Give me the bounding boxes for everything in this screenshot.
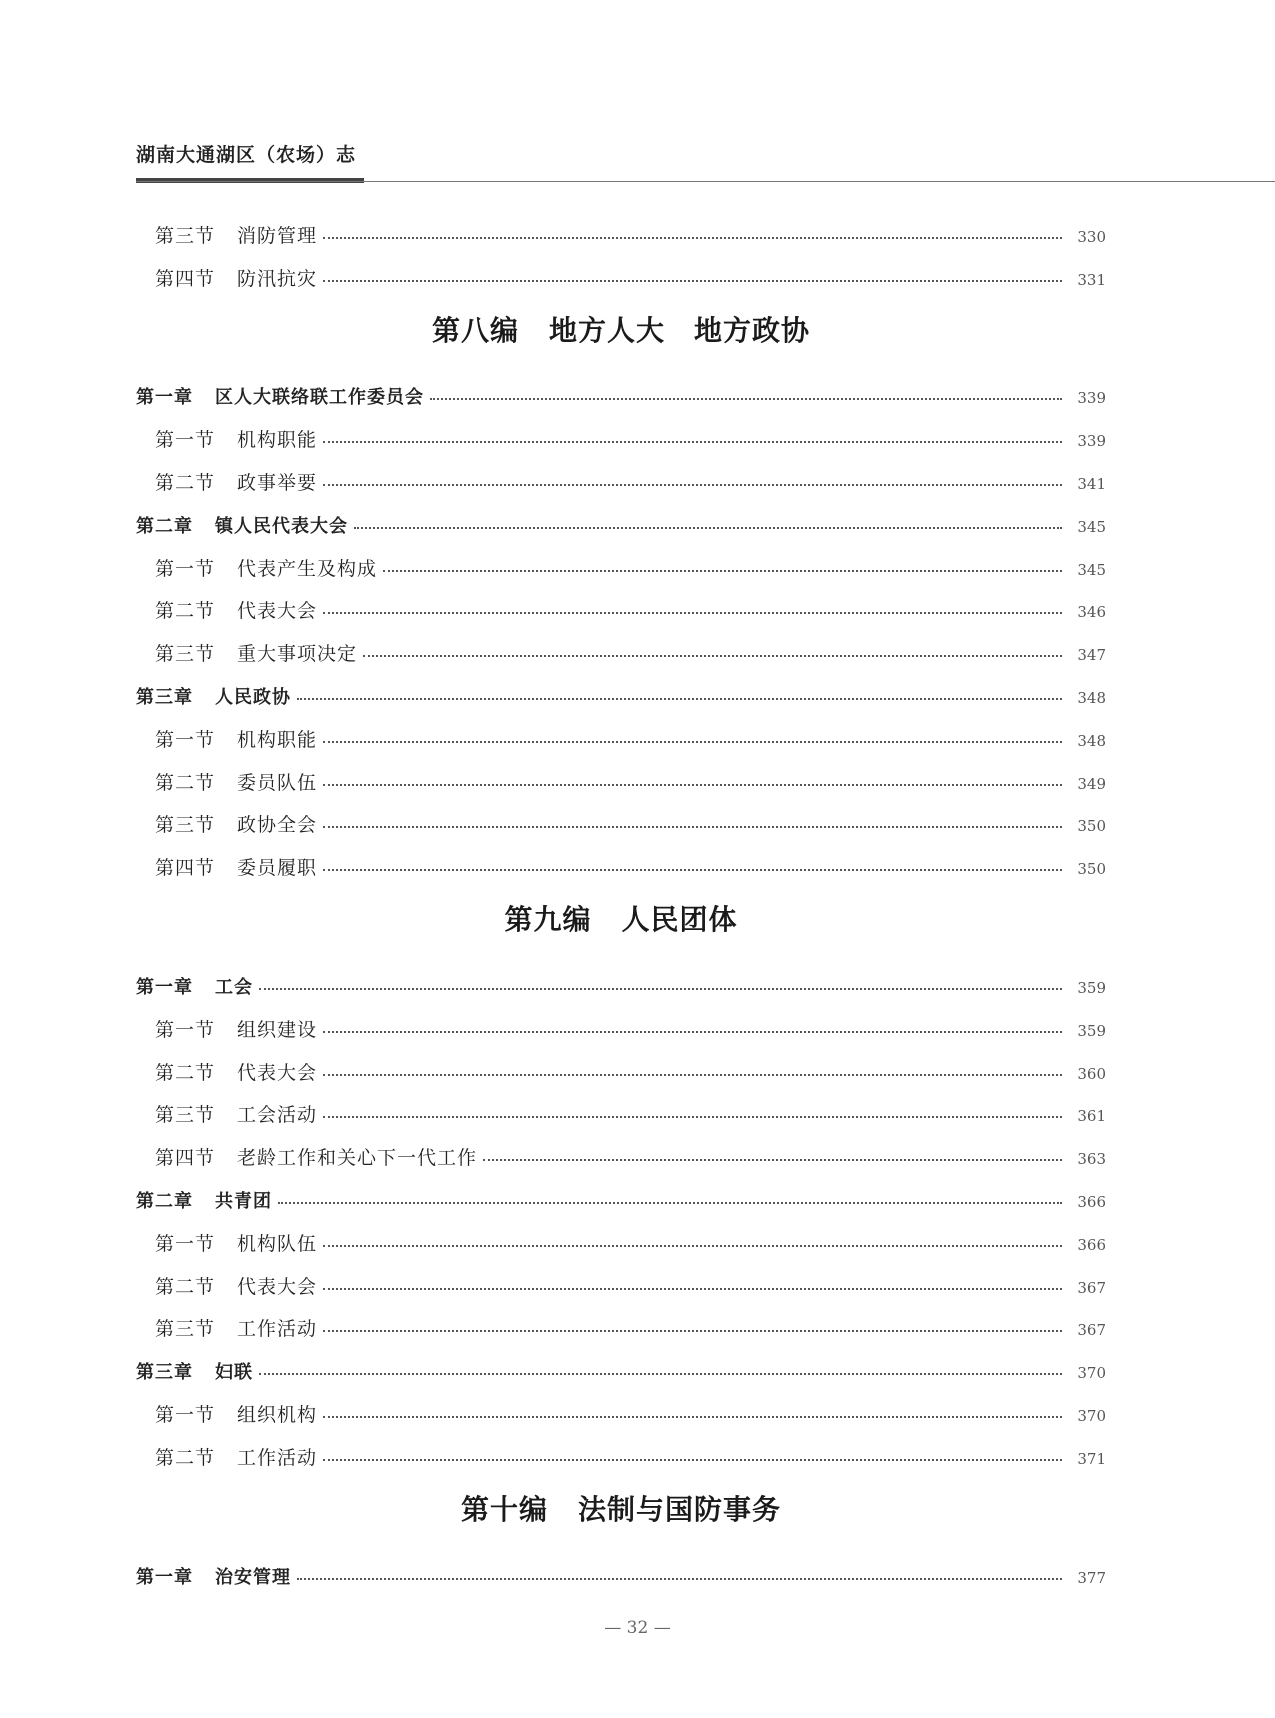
entry-title: 消防管理 bbox=[237, 224, 318, 247]
toc-chapter-entry[interactable] bbox=[136, 367, 1106, 410]
table-of-contents bbox=[136, 205, 1106, 1589]
part-number: 第九编 bbox=[504, 903, 592, 937]
entry-number: 第一节 bbox=[155, 429, 216, 452]
toc-section-entry[interactable] bbox=[136, 538, 1106, 581]
dot-leader bbox=[323, 784, 1062, 786]
dot-leader bbox=[483, 1159, 1062, 1161]
entry-page-number: 367 bbox=[1077, 1321, 1106, 1340]
entry-page-number: 339 bbox=[1077, 389, 1106, 408]
entry-title: 委员队伍 bbox=[237, 771, 318, 794]
entry-page-number: 371 bbox=[1077, 1449, 1106, 1468]
toc-section-entry[interactable] bbox=[136, 999, 1106, 1042]
toc-section-entry[interactable] bbox=[136, 752, 1106, 795]
entry-number: 第一节 bbox=[155, 1018, 216, 1041]
toc-section-entry[interactable] bbox=[136, 1384, 1106, 1427]
header-rule-thin bbox=[136, 181, 1275, 182]
part-title: 地方人大 地方政协 bbox=[549, 313, 811, 347]
entry-title: 机构职能 bbox=[237, 429, 318, 452]
toc-chapter-entry[interactable] bbox=[136, 1341, 1106, 1384]
entry-title: 机构职能 bbox=[237, 728, 318, 751]
toc-section-entry[interactable] bbox=[136, 1427, 1106, 1470]
toc-section-entry[interactable] bbox=[136, 205, 1106, 248]
entry-title: 区人大联络联工作委员会 bbox=[215, 387, 424, 409]
toc-section-entry[interactable] bbox=[136, 1085, 1106, 1128]
entry-number: 第二节 bbox=[155, 1275, 216, 1298]
entry-number: 第三章 bbox=[136, 686, 193, 708]
part-number: 第十编 bbox=[460, 1492, 548, 1526]
toc-section-entry[interactable] bbox=[136, 1127, 1106, 1170]
entry-number: 第四节 bbox=[155, 857, 216, 880]
entry-number: 第三节 bbox=[155, 1104, 216, 1127]
dot-leader bbox=[323, 1459, 1062, 1461]
dot-leader bbox=[323, 1116, 1062, 1118]
entry-number: 第二节 bbox=[155, 1446, 216, 1469]
entry-page-number: 363 bbox=[1077, 1150, 1106, 1169]
entry-page-number: 360 bbox=[1077, 1064, 1106, 1083]
dot-leader bbox=[259, 988, 1062, 990]
entry-page-number: 370 bbox=[1077, 1364, 1106, 1383]
entry-number: 第三章 bbox=[136, 1362, 193, 1384]
entry-number: 第三节 bbox=[155, 814, 216, 837]
dot-leader bbox=[323, 280, 1062, 282]
entry-number: 第二章 bbox=[136, 1190, 193, 1212]
entry-page-number: 347 bbox=[1077, 646, 1106, 665]
entry-page-number: 339 bbox=[1077, 432, 1106, 451]
dot-leader bbox=[430, 398, 1062, 400]
toc-section-entry[interactable] bbox=[136, 452, 1106, 495]
entry-title: 共青团 bbox=[215, 1190, 272, 1212]
entry-page-number: 361 bbox=[1077, 1107, 1106, 1126]
running-head-title: 湖南大通湖区（农场）志 bbox=[136, 144, 357, 166]
dot-leader bbox=[354, 527, 1062, 529]
entry-title: 代表大会 bbox=[237, 1061, 318, 1084]
entry-number: 第二节 bbox=[155, 771, 216, 794]
entry-page-number: 367 bbox=[1077, 1278, 1106, 1297]
toc-section-entry[interactable] bbox=[136, 1299, 1106, 1342]
entry-number: 第二节 bbox=[155, 1061, 216, 1084]
entry-page-number: 350 bbox=[1077, 860, 1106, 879]
toc-section-entry[interactable] bbox=[136, 1256, 1106, 1299]
toc-chapter-entry[interactable] bbox=[136, 495, 1106, 538]
part-heading bbox=[136, 291, 1106, 367]
entry-number: 第一章 bbox=[136, 387, 193, 409]
entry-title: 工作活动 bbox=[237, 1446, 318, 1469]
part-heading bbox=[136, 1470, 1106, 1546]
entry-number: 第二节 bbox=[155, 471, 216, 494]
entry-number: 第三节 bbox=[155, 224, 216, 247]
entry-page-number: 366 bbox=[1077, 1235, 1106, 1254]
entry-page-number: 366 bbox=[1077, 1192, 1106, 1211]
entry-page-number: 341 bbox=[1077, 474, 1106, 493]
entry-page-number: 359 bbox=[1077, 978, 1106, 997]
entry-number: 第四节 bbox=[155, 1147, 216, 1170]
toc-section-entry[interactable] bbox=[136, 581, 1106, 624]
toc-chapter-entry[interactable] bbox=[136, 956, 1106, 999]
entry-title: 工会 bbox=[215, 976, 253, 998]
toc-section-entry[interactable] bbox=[136, 248, 1106, 291]
entry-title: 委员履职 bbox=[237, 857, 318, 880]
toc-chapter-entry[interactable] bbox=[136, 1546, 1106, 1589]
entry-page-number: 346 bbox=[1077, 603, 1106, 622]
entry-number: 第一节 bbox=[155, 728, 216, 751]
entry-title: 政事举要 bbox=[237, 471, 318, 494]
entry-number: 第三节 bbox=[155, 1318, 216, 1341]
entry-title: 治安管理 bbox=[215, 1566, 291, 1588]
entry-title: 人民政协 bbox=[215, 686, 291, 708]
entry-title: 代表大会 bbox=[237, 1275, 318, 1298]
entry-title: 代表大会 bbox=[237, 600, 318, 623]
entry-title: 老龄工作和关心下一代工作 bbox=[237, 1147, 478, 1170]
dot-leader bbox=[383, 570, 1062, 572]
entry-title: 机构队伍 bbox=[237, 1232, 318, 1255]
entry-page-number: 345 bbox=[1077, 560, 1106, 579]
entry-number: 第一章 bbox=[136, 1566, 193, 1588]
toc-section-entry[interactable] bbox=[136, 1213, 1106, 1256]
entry-number: 第一节 bbox=[155, 1232, 216, 1255]
dot-leader bbox=[323, 237, 1062, 239]
entry-number: 第三节 bbox=[155, 643, 216, 666]
dot-leader bbox=[297, 698, 1062, 700]
entry-title: 组织机构 bbox=[237, 1403, 318, 1426]
entry-page-number: 350 bbox=[1077, 817, 1106, 836]
dot-leader bbox=[323, 826, 1062, 828]
dot-leader bbox=[323, 1416, 1062, 1418]
toc-section-entry[interactable] bbox=[136, 709, 1106, 752]
entry-number: 第一章 bbox=[136, 976, 193, 998]
dot-leader bbox=[323, 441, 1062, 443]
entry-title: 妇联 bbox=[215, 1362, 253, 1384]
toc-chapter-entry[interactable] bbox=[136, 666, 1106, 709]
dot-leader bbox=[323, 1031, 1062, 1033]
dot-leader bbox=[323, 1074, 1062, 1076]
entry-number: 第一节 bbox=[155, 557, 216, 580]
entry-page-number: 370 bbox=[1077, 1406, 1106, 1425]
entry-title: 组织建设 bbox=[237, 1018, 318, 1041]
entry-title: 政协全会 bbox=[237, 814, 318, 837]
entry-page-number: 348 bbox=[1077, 731, 1106, 750]
entry-page-number: 331 bbox=[1077, 270, 1106, 289]
part-heading bbox=[136, 880, 1106, 956]
dot-leader bbox=[323, 1330, 1062, 1332]
dot-leader bbox=[363, 655, 1062, 657]
entry-number: 第一节 bbox=[155, 1403, 216, 1426]
dot-leader bbox=[278, 1202, 1062, 1204]
part-number: 第八编 bbox=[431, 313, 519, 347]
entry-page-number: 345 bbox=[1077, 517, 1106, 536]
toc-section-entry[interactable] bbox=[136, 837, 1106, 880]
page-number: — 32 — bbox=[604, 1618, 671, 1638]
toc-chapter-entry[interactable] bbox=[136, 1170, 1106, 1213]
toc-section-entry[interactable] bbox=[136, 623, 1106, 666]
toc-section-entry[interactable] bbox=[136, 409, 1106, 452]
part-title: 法制与国防事务 bbox=[578, 1492, 782, 1526]
entry-title: 镇人民代表大会 bbox=[215, 515, 348, 537]
dot-leader bbox=[323, 1288, 1062, 1290]
toc-section-entry[interactable] bbox=[136, 795, 1106, 838]
dot-leader bbox=[323, 612, 1062, 614]
part-title: 人民团体 bbox=[621, 903, 738, 937]
entry-page-number: 330 bbox=[1077, 227, 1106, 246]
dot-leader bbox=[323, 741, 1062, 743]
entry-page-number: 359 bbox=[1077, 1021, 1106, 1040]
dot-leader bbox=[323, 1245, 1062, 1247]
entry-title: 工作活动 bbox=[237, 1318, 318, 1341]
entry-number: 第四节 bbox=[155, 267, 216, 290]
entry-page-number: 377 bbox=[1077, 1568, 1106, 1587]
dot-leader bbox=[259, 1373, 1062, 1375]
entry-page-number: 348 bbox=[1077, 688, 1106, 707]
entry-title: 防汛抗灾 bbox=[237, 267, 318, 290]
dot-leader bbox=[323, 484, 1062, 486]
entry-title: 代表产生及构成 bbox=[237, 557, 378, 580]
entry-page-number: 349 bbox=[1077, 774, 1106, 793]
entry-title: 工会活动 bbox=[237, 1104, 318, 1127]
entry-title: 重大事项决定 bbox=[237, 643, 358, 666]
entry-number: 第二章 bbox=[136, 515, 193, 537]
toc-section-entry[interactable] bbox=[136, 1042, 1106, 1085]
dot-leader bbox=[297, 1578, 1062, 1580]
entry-number: 第二节 bbox=[155, 600, 216, 623]
dot-leader bbox=[323, 869, 1062, 871]
